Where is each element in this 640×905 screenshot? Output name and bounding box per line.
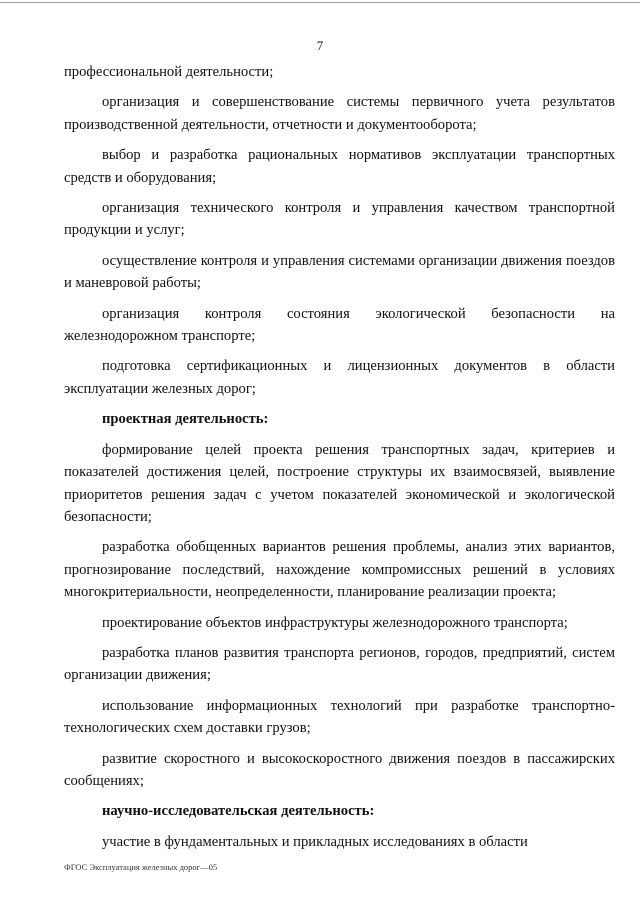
- paragraph-7: подготовка сертификационных и лицензионных документов в области эксплуатации железных дорог;: [64, 358, 615, 397]
- paragraph-16: участие в фундаментальных и прикладных исследованиях в области: [102, 833, 528, 850]
- paragraph-5: осуществление контроля и управления системами организации движения поездов и маневровой работы;: [64, 252, 615, 292]
- paragraph-4: организация технического контроля и управления качеством транспортной продукции и услуг;: [64, 200, 615, 239]
- top-rule: [0, 2, 640, 3]
- paragraph-12: разработка планов развития транспорта регионов, городов, предприятий, систем организации движения;: [64, 644, 615, 684]
- page-number: 7: [316, 38, 324, 53]
- paragraph-10: разработка обобщенных вариантов решения проблемы, анализ этих вариантов, прогнозирование последствий, нахождение компромиссных решений в условиях многокритериальности, неопределенности, планирование реализации проекта;: [64, 539, 615, 601]
- paragraph-6: организация контроля состояния экологической безопасности на железнодорожном транспорте;: [64, 305, 615, 345]
- paragraph-3: выбор и разработка рациональных нормативов эксплуатации транспортных средств и оборудования;: [64, 147, 615, 186]
- footer-text: ФГОС Эксплуатация железных дорог—05: [64, 862, 218, 872]
- paragraph-11: проектирование объектов инфраструктуры железнодорожного транспорта;: [102, 614, 568, 631]
- paragraph-1: профессиональной деятельности;: [64, 64, 274, 80]
- paragraph-13: использование информационных технологий при разработке транспортно-технологических схем доставки грузов;: [64, 697, 615, 737]
- section-heading-research: научно-исследовательская деятельность:: [102, 803, 375, 820]
- paragraph-14: развитие скоростного и высокоскоростного движения поездов в пассажирских сообщениях;: [64, 750, 615, 789]
- paragraph-2: организация и совершенствование системы первичного учета результатов производственной деятельности, отчетности и документооборота;: [64, 94, 615, 133]
- paragraph-9: формирование целей проекта решения транспортных задач, критериев и показателей достижения целей, построение структуры их взаимосвязей, выявление приоритетов решения задач с учетом показателей экономической и экологической безопасности;: [64, 441, 615, 525]
- section-heading-design: проектная деятельность:: [102, 411, 269, 428]
- document-body: [64, 61, 615, 861]
